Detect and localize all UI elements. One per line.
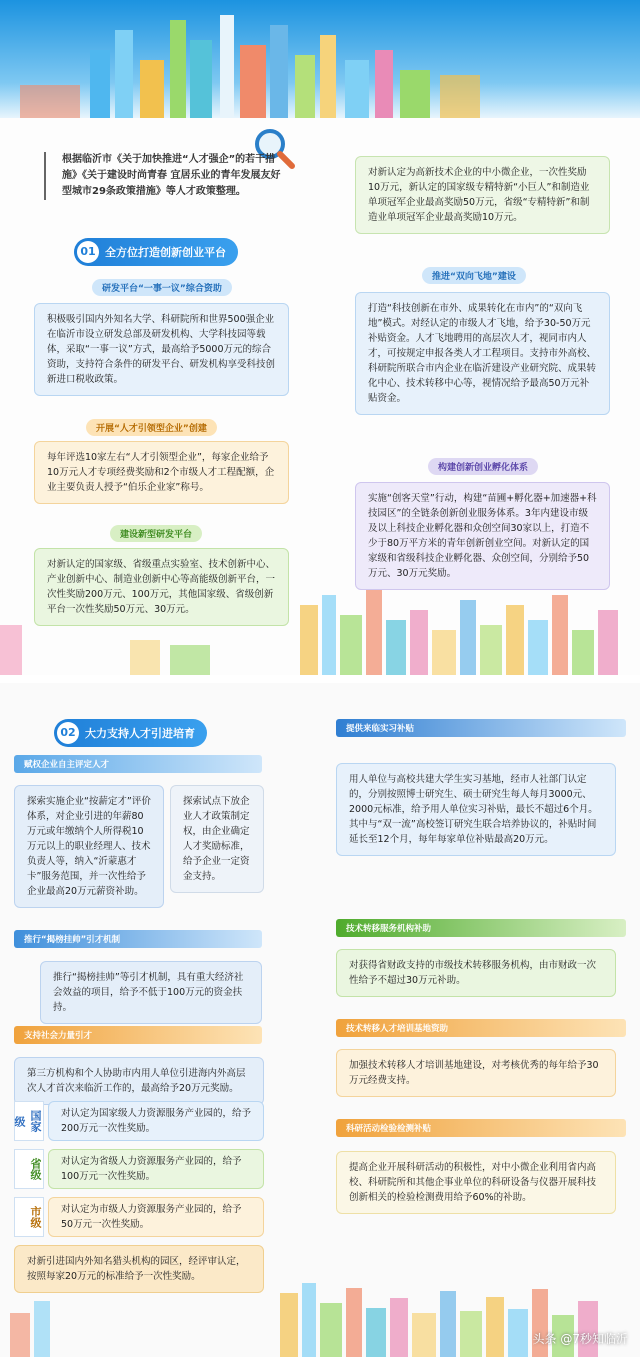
card-testing-subsidy: 提高企业开展科研活动的积极性，对中小微企业利用省内高校、科研院所和其他企事业单位的科研设备与仪器开展科技创新相关的检验检测费用给予60%的补助。 (336, 1151, 616, 1214)
section-title-1-text: 全方位打造创新创业平台 (105, 246, 226, 259)
card-policy-decentral: 探索试点下放企业人才政策制定权，由企业确定人才奖励标准，给予企业一定资金支持。 (170, 785, 264, 893)
tag-talent-enterprise: 开展“人才引领型企业”创建 (86, 419, 217, 436)
card-salary-talent: 探索实施企业“按薪定才”评价体系，对企业引进的年薪80万元或年缴纳个人所得税10万元以上的职业经理人、技术负责人等，纳入“沂蒙惠才卡”服务范围，并一次性给予企业最高20万元薪资补助。 (14, 785, 164, 908)
card-new-rd: 对新认定的国家级、省级重点实验室、技术创新中心、产业创新中心、制造业创新中心等高能级创新平台，一次性奖励200万元、100万元，其他国家级、省级创新平台一次性奖励50万元、30万元。 (34, 548, 289, 626)
band-internship: 提供来临实习补贴 (336, 719, 626, 737)
skyline-illustration (0, 0, 640, 118)
card-tech-transfer-training: 加强技术转移人才培训基地建设，对考核优秀的每年给予30万元经费支持。 (336, 1049, 616, 1097)
card-talent-enterprise: 每年评选10家左右“人才引领型企业”，每家企业给予10万元人才专项经费奖励和2个市级人才工程配额，企业主要负责人授予“伯乐企业家”称号。 (34, 441, 289, 504)
section-number-1: 01 (77, 241, 99, 263)
band-open-competition: 推行“揭榜挂帅”引才机制 (14, 930, 262, 948)
level-label-municipal: 市级 (14, 1197, 44, 1237)
band-testing-subsidy: 科研活动检验检测补贴 (336, 1119, 626, 1137)
card-rd-platform: 积极吸引国内外知名大学、科研院所和世界500强企业在临沂市设立研发总部及研发机构、大学科技园等载体，采取“一事一议”方式，最高给予5000万元的综合资助，支持符合条件的研发平台、研发机构享受科技创新进口税收政策。 (34, 303, 289, 396)
band-social-forces: 支持社会力量引才 (14, 1026, 262, 1044)
section-title-2-text: 大力支持人才引进培育 (85, 727, 195, 740)
city-skyline-footer-top (0, 585, 640, 675)
band-enterprise-evaluation: 赋权企业自主评定人才 (14, 755, 262, 773)
level-label-provincial: 省级 (14, 1149, 44, 1189)
section-title-1 (74, 238, 238, 266)
tag-incubation: 构建创新创业孵化体系 (428, 458, 538, 475)
card-open-competition: 推行“揭榜挂帅”等引才机制，具有重大经济社会效益的项目，给予不低于100万元的资金扶持。 (40, 961, 262, 1024)
band-tech-transfer-training: 技术转移人才培训基地资助 (336, 1019, 626, 1037)
card-incubation: 实施“创客天堂”行动，构建“苗圃+孵化器+加速器+科技园区”的全链条创新创业服务体系。3年内建设市级及以上科技企业孵化器和众创空间30家以上，打造不少于80万平方米的青年创新创业空间。对新认定的国家级和省级科技企业孵化器、众创空间，分别给予50万元、30万元奖励。 (355, 482, 610, 590)
card-level-national: 对认定为国家级人力资源服务产业园的，给予200万元一次性奖励。 (48, 1101, 264, 1141)
card-headhunter: 对新引进国内外知名猎头机构的园区，经评审认定，按照每家20万元的标准给予一次性奖励。 (14, 1245, 264, 1293)
card-level-provincial: 对认定为省级人力资源服务产业园的，给予100万元一次性奖励。 (48, 1149, 264, 1189)
card-social-forces: 第三方机构和个人协助市内用人单位引进海内外高层次人才首次来临沂工作的，最高给予20万元奖励。 (14, 1057, 264, 1105)
watermark: 头条 @7秒知临沂 (532, 1332, 628, 1346)
section-number-2: 02 (57, 722, 79, 744)
poster-panel-top (0, 0, 640, 675)
card-internship: 用人单位与高校共建大学生实习基地，经市人社部门认定的，分别按照博士研究生、硕士研究生每人每月3000元、2000元标准，给予用人单位实习补贴，最长不超过6个月。其中与“双一流”高校签订研究生联合培养协议的，补贴时间延长至12个月，每年每家单位补贴最高20万元。 (336, 763, 616, 856)
section-title-2 (54, 719, 207, 747)
poster-panel-bottom (0, 683, 640, 1357)
tag-rd-platform: 研发平台“一事一议”综合资助 (92, 279, 232, 296)
card-hightech-enterprise: 对新认定为高新技术企业的中小微企业，一次性奖励10万元，新认定的国家级专精特新“小巨人”和制造业单项冠军企业最高奖励50万元，省级“专精特新”和制造业单项冠军企业最高奖励10万元。 (355, 156, 610, 234)
city-skyline-banner (0, 0, 640, 118)
tag-new-rd: 建设新型研发平台 (110, 525, 202, 542)
band-tech-transfer-agency: 技术转移服务机构补助 (336, 919, 626, 937)
level-label-national: 国家级 (14, 1101, 44, 1141)
card-level-municipal: 对认定为市级人力资源服务产业园的，给予50万元一次性奖励。 (48, 1197, 264, 1237)
tag-dual-enclave: 推进“双向飞地”建设 (422, 267, 526, 284)
card-tech-transfer-agency: 对获得省财政支持的市级技术转移服务机构，由市财政一次性给予不超过30万元补助。 (336, 949, 616, 997)
card-dual-enclave: 打造“科技创新在市外、成果转化在市内”的“双向飞地”模式。对经认定的市级人才飞地，给予30-50万元补贴资金。人才飞地聘用的高层次人才，视同市内人才，可按规定申报各类人才工程项目。支持市外高校、科研院所联合市内企业在临沂建设产业研究院、成果转化中心、技术转移中心等，视情况给予最高50万元补贴资金。 (355, 292, 610, 415)
intro-text: 根据临沂市《关于加快推进“人才强企”的若干措施》《关于建设时尚青春 宜居乐业的青年发展友好型城市29条政策措施》等人才政策整理。 (44, 152, 284, 200)
